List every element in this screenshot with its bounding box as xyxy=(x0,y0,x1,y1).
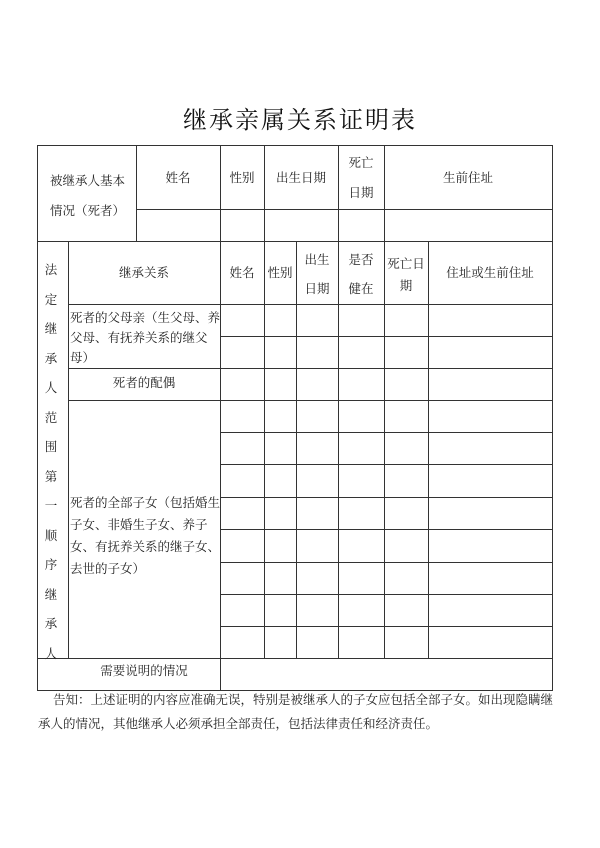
table-rule xyxy=(68,368,553,369)
table-rule xyxy=(220,336,553,337)
row-spouse: 死者的配偶 xyxy=(112,375,176,390)
table-rule xyxy=(220,529,553,530)
table-rule xyxy=(68,304,553,305)
col-gender: 性别 xyxy=(267,265,293,280)
side-label-char: 人 xyxy=(44,645,58,661)
side-label-char: 定 xyxy=(44,291,58,307)
table-rule xyxy=(220,464,553,465)
table-rule xyxy=(220,562,553,563)
row-children: 死者的全部子女（包括婚生子女、非婚生子女、养子女、有抚养关系的继子女、去世的子女） xyxy=(70,495,221,576)
side-label-char: 序 xyxy=(44,557,58,572)
table-rule xyxy=(37,241,553,242)
table-rule xyxy=(37,658,553,659)
table-rule xyxy=(264,145,265,242)
table-rule xyxy=(136,209,553,210)
side-label-char: 承 xyxy=(44,616,58,631)
col-death-date: 死亡日 期 xyxy=(387,256,425,293)
side-label-char: 承 xyxy=(44,350,58,366)
side-label-char: 一 xyxy=(44,498,58,513)
table-rule xyxy=(220,658,221,691)
side-label-char: 继 xyxy=(44,586,58,602)
header-former-address: 生前住址 xyxy=(442,170,493,185)
side-label-char: 顺 xyxy=(44,527,58,543)
col-birth-date: 出生 日期 xyxy=(304,252,330,296)
col-relation: 继承关系 xyxy=(118,265,169,280)
row-parents: 死者的父母亲（生父母、养父母、有抚养关系的继父母） xyxy=(70,310,221,365)
col-alive: 是否 健在 xyxy=(348,252,374,296)
heirs-scope-label xyxy=(41,255,61,668)
table-rule xyxy=(37,145,38,691)
table-rule xyxy=(220,432,553,433)
row-explanation: 需要说明的情况 xyxy=(100,663,188,678)
side-label-char: 法 xyxy=(44,262,58,277)
header-birth-date: 出生日期 xyxy=(275,170,326,185)
side-label-char: 范 xyxy=(44,409,58,425)
side-label-char: 第 xyxy=(44,468,58,484)
table-rule xyxy=(136,145,137,242)
table-rule xyxy=(37,145,553,146)
table-rule xyxy=(220,626,553,627)
header-name: 姓名 xyxy=(165,170,191,185)
col-address: 住址或生前住址 xyxy=(446,265,534,280)
col-name: 姓名 xyxy=(229,265,255,280)
notice-text: 告知：上述证明的内容应准确无误，特别是被继承人的子女应包括全部子女。如出现隐瞒继承人的情况，其他继承人必须承担全部责任，包括法律责任和经济责任。 xyxy=(38,692,554,731)
table-rule xyxy=(220,594,553,595)
deceased-info-label: 被继承人基本 情况（死者） xyxy=(50,173,126,218)
table-rule xyxy=(552,145,553,691)
table-rule xyxy=(68,400,553,401)
table-rule xyxy=(220,497,553,498)
table-rule xyxy=(220,145,221,242)
header-gender: 性别 xyxy=(229,170,255,185)
side-label-char: 围 xyxy=(44,439,58,454)
header-death-date: 死亡 日期 xyxy=(348,155,374,200)
table-rule xyxy=(384,145,385,242)
side-label-char: 继 xyxy=(44,321,58,336)
side-label-char: 人 xyxy=(44,380,58,395)
page-title: 继承亲属关系证明表 xyxy=(183,106,417,134)
